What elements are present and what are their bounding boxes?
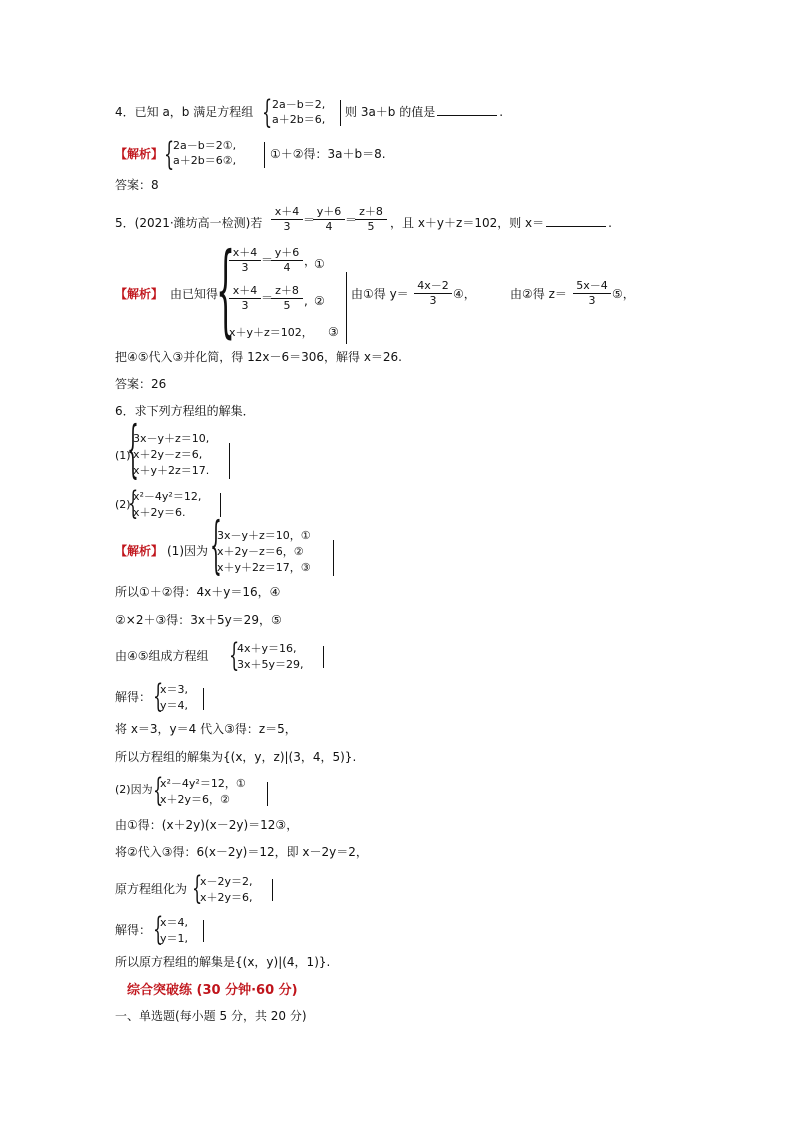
q6s-m2: 将②代入③得：6(x－2y)＝12，即 x－2y＝2， xyxy=(115,845,368,859)
fraction: $\frac{5x-4}{3}$ xyxy=(573,279,611,308)
right-bar xyxy=(229,443,230,479)
left-brace: { xyxy=(262,93,273,131)
q5-suffix: ，且 x＋y＋z＝102，则 x＝ . xyxy=(390,216,612,230)
q5s-zmark: ⑤， xyxy=(612,287,635,301)
q4-answer: 答案：8 xyxy=(115,178,159,192)
q4-eq2: a＋2b＝6, xyxy=(272,113,326,126)
equals: ＝ xyxy=(261,253,274,267)
fraction: $\frac{x+4}{3}$ xyxy=(229,246,261,275)
solution-label: 【解析】 xyxy=(115,287,164,301)
q6s-eq1: 3x－y＋z＝10，① xyxy=(217,529,311,542)
left-brace: { xyxy=(229,636,240,674)
fraction: $\frac{z+8}{5}$ xyxy=(355,205,387,234)
comma: , xyxy=(304,294,308,308)
fraction: $\frac{x+4}{3}$ xyxy=(271,205,303,234)
q6-p2-label: (2) xyxy=(115,498,131,511)
circle-mark: ③ xyxy=(328,325,339,339)
solution-label: 【解析】 xyxy=(115,147,164,161)
q6s-l4-eq2: y＝4, xyxy=(160,699,189,712)
q6s-l3-eq2: 3x＋5y＝29, xyxy=(237,658,304,671)
q6s-l3-eq1: 4x＋y＝16, xyxy=(237,642,297,655)
q6s-m3: 原方程组化为 xyxy=(115,882,188,896)
q4s-text: ①＋②得：3a＋b＝8. xyxy=(270,147,386,161)
left-brace: { xyxy=(216,231,236,348)
q6s-intro1: (1)因为 xyxy=(167,544,208,558)
right-bar xyxy=(267,782,268,806)
fraction: $\frac{y+6}{4}$ xyxy=(271,246,303,275)
equals: ＝ xyxy=(303,213,316,227)
section-title: 综合突破练 (30 分钟·60 分) xyxy=(127,983,298,998)
answer-blank xyxy=(437,105,497,116)
q5s-text1: 由已知得 xyxy=(170,287,219,301)
q5s-step1: 由①得 y＝ xyxy=(351,287,409,301)
q6s-intro2: (2)因为 xyxy=(115,783,153,796)
answer-blank xyxy=(546,216,606,227)
fraction: $\frac{y+6}{4}$ xyxy=(313,205,345,234)
q6s-m1: 由①得：(x＋2y)(x－2y)＝12③， xyxy=(115,818,299,832)
left-brace: { xyxy=(153,771,164,809)
right-bar xyxy=(203,920,204,942)
q6-title: 6．求下列方程组的解集． xyxy=(115,404,255,418)
q6s-m4-eq2: y＝1, xyxy=(160,932,189,945)
q6s-l2: ②×2＋③得：3x＋5y＝29，⑤ xyxy=(115,613,282,627)
section-subtitle: 一、单选题(每小题 5 分，共 20 分) xyxy=(115,1009,307,1023)
q6-p2-eq1: x²－4y²＝12, xyxy=(133,490,202,503)
right-bar xyxy=(272,879,273,901)
q6s-l6: 所以方程组的解集为{(x，y，z)|(3，4，5)}. xyxy=(115,750,357,764)
q6s-m5: 所以原方程组的解集是{(x，y)|(4，1)}. xyxy=(115,955,331,969)
equals: ＝ xyxy=(261,291,274,305)
fraction: $\frac{x+4}{3}$ xyxy=(229,284,261,313)
left-brace: { xyxy=(128,484,139,522)
left-brace: { xyxy=(153,677,164,715)
q6s-eq2: x＋2y－z＝6，② xyxy=(217,545,304,558)
circle-mark: ① xyxy=(314,257,325,271)
right-bar xyxy=(340,100,341,126)
q6s-s2-eq2: x＋2y＝6，② xyxy=(160,793,230,806)
q4s-eq1: 2a－b＝2①, xyxy=(173,139,237,152)
solution-label: 【解析】 xyxy=(115,544,164,558)
q6s-l5: 将 x＝3，y＝4 代入③得：z＝5， xyxy=(115,722,297,736)
circle-mark: ② xyxy=(314,294,325,308)
q6-p1-label: (1) xyxy=(115,449,131,462)
left-brace: { xyxy=(153,910,164,948)
q4s-eq2: a＋2b＝6②, xyxy=(173,154,237,167)
left-brace: { xyxy=(127,412,139,485)
q6-p1-eq1: 3x－y＋z＝10, xyxy=(133,432,210,445)
q5-answer: 答案：26 xyxy=(115,377,167,391)
right-bar xyxy=(333,540,334,576)
q6s-l1: 所以①＋②得：4x＋y＝16，④ xyxy=(115,585,281,599)
q6s-m4-eq1: x＝4, xyxy=(160,916,189,929)
equals: ＝ xyxy=(345,213,358,227)
q4-prefix: 4．已知 a，b 满足方程组 xyxy=(115,105,254,119)
right-bar xyxy=(346,272,347,344)
fraction: $\frac{4x-2}{3}$ xyxy=(414,279,452,308)
right-bar xyxy=(264,142,265,168)
left-brace: { xyxy=(210,508,222,581)
q5s-ymark: ④， xyxy=(453,287,476,301)
q6-p1-eq2: x＋2y－z＝6, xyxy=(133,448,203,461)
q5-prefix: 5．(2021·潍坊高一检测)若 xyxy=(115,216,263,230)
q4-suffix: 则 3a＋b 的值是 . xyxy=(345,105,504,119)
comma: ， xyxy=(304,254,317,268)
q6-p2-eq2: x＋2y＝6. xyxy=(133,506,186,519)
left-brace: { xyxy=(192,869,203,907)
q6s-s2-eq1: x²－4y²＝12，① xyxy=(160,777,246,790)
q5s-r3: x＋y＋z＝102， xyxy=(229,326,313,339)
fraction: $\frac{z+8}{5}$ xyxy=(271,284,303,313)
q5s-step2: 由②得 z＝ xyxy=(510,287,567,301)
q4-eq1: 2a－b＝2, xyxy=(272,98,326,111)
q5s-line2: 把④⑤代入③并化简，得 12x－6＝306，解得 x＝26. xyxy=(115,350,402,364)
right-bar xyxy=(323,646,324,668)
left-brace: { xyxy=(164,135,175,173)
q6s-m3-eq2: x＋2y＝6, xyxy=(200,891,253,904)
q6s-l4-eq1: x＝3, xyxy=(160,683,189,696)
q6-p1-eq3: x＋y＋2z＝17. xyxy=(133,464,210,477)
q6s-eq3: x＋y＋2z＝17，③ xyxy=(217,561,311,574)
q6s-l3: 由④⑤组成方程组 xyxy=(115,649,209,663)
right-bar xyxy=(203,688,204,710)
q6s-l4: 解得： xyxy=(115,690,152,704)
q6s-m4: 解得： xyxy=(115,923,152,937)
q6s-m3-eq1: x－2y＝2, xyxy=(200,875,253,888)
